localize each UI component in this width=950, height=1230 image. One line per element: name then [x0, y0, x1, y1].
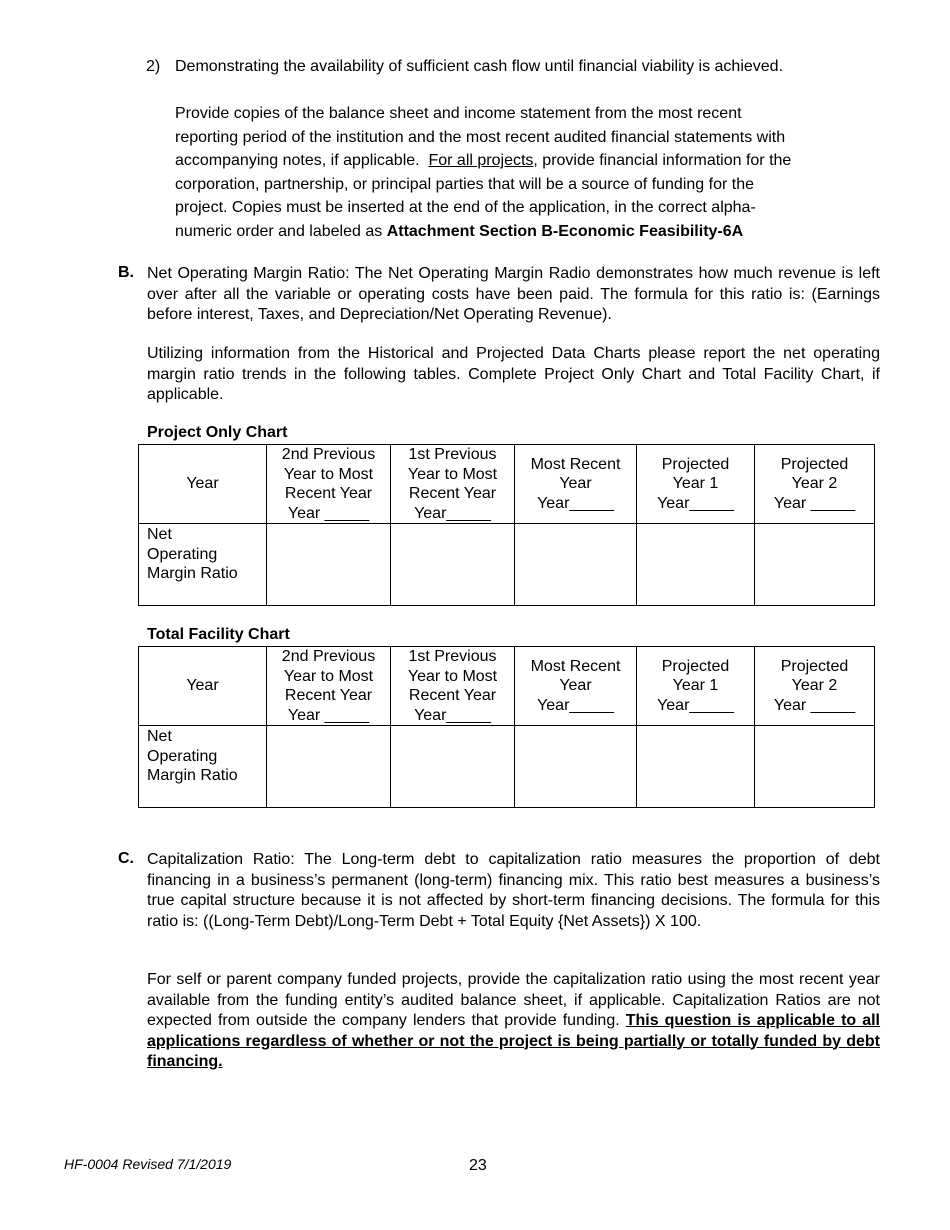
header-1st-previous-year: 1st Previous Year to Most Recent Year Year_____	[391, 445, 515, 524]
item-2-paragraph	[175, 102, 895, 243]
section-c-paragraph-2	[147, 970, 880, 1073]
value-cell-projected-2[interactable]	[755, 726, 875, 808]
header-projected-year-2: Projected Year 2 Year _____	[755, 647, 875, 726]
header-year: Year	[139, 445, 267, 524]
value-cell-2nd-previous[interactable]	[267, 726, 391, 808]
chart-header-row	[139, 647, 875, 726]
for-all-projects-emphasis: For all projects	[428, 152, 534, 169]
value-cell-projected-1[interactable]	[637, 524, 755, 606]
chart-header-row	[139, 445, 875, 524]
item-2-line: Provide copies of the balance sheet and income statement from the most recent	[175, 105, 742, 122]
section-c-applicability-note: This question is applicable to all applications regardless of whether or not the project is being partially or totally funded by debt financing.	[147, 1012, 881, 1070]
item-2-line: project. Copies must be inserted at the end of the application, in the correct alpha-	[175, 199, 756, 216]
item-2-line: reporting period of the institution and the most recent audited financial statements with	[175, 128, 786, 146]
header-most-recent-year: Most Recent Year Year_____	[515, 445, 637, 524]
header-projected-year-1: Projected Year 1 Year_____	[637, 445, 755, 524]
value-cell-2nd-previous[interactable]	[267, 524, 391, 606]
section-c-paragraph-1: Capitalization Ratio: The Long-term debt to capitalization ratio measures the proportion of debt financing in a business’s permanent (long-term) financing mix. This ratio best measures a business’s true capital structure because it is not affected by short-term financing decisions. The formula for this ratio is: ((Long-Term Debt)/Long-Term Debt + Total Equity {Net Assets}) X 100.	[147, 851, 880, 930]
form-revision-label: HF-0004 Revised 7/1/2019	[64, 1156, 232, 1172]
attachment-label: Attachment Section B-Economic Feasibility-6A	[386, 222, 744, 240]
item-2-line3-start: accompanying notes, if applicable.	[175, 152, 429, 169]
header-2nd-previous-year: 2nd Previous Year to Most Recent Year Year _____	[267, 445, 391, 524]
header-2nd-previous-year: 2nd Previous Year to Most Recent Year Year _____	[267, 647, 391, 726]
item-2-number: 2)	[146, 58, 161, 75]
header-most-recent-year: Most Recent Year Year_____	[515, 647, 637, 726]
item-2-line	[175, 220, 895, 244]
section-b-paragraph-1: Net Operating Margin Ratio: The Net Operating Margin Radio demonstrates how much revenue is left over after all the variable or operating costs have been paid. The formula for this ratio is: (Earnings before interest, Taxes, and Depreciation/Net Operating Revenue).	[147, 265, 880, 323]
table-row	[139, 726, 875, 808]
item-2-text: Demonstrating the availability of sufficient cash flow until financial viability is achieved.	[175, 58, 784, 75]
item-2-line6-start: numeric order and labeled as	[175, 222, 387, 240]
section-b-paragraph-2: Utilizing information from the Historical and Projected Data Charts please report the net operating margin ratio trends in the following tables. Complete Project Only Chart and Total Facility Chart, if applicable.	[147, 345, 880, 403]
total-facility-chart-title: Total Facility Chart	[147, 626, 290, 643]
section-b-letter: B.	[118, 264, 134, 281]
value-cell-most-recent[interactable]	[515, 726, 637, 808]
project-only-chart	[138, 444, 875, 606]
section-c-paragraph-2-text: For self or parent company funded projects, provide the capitalization ratio using the most recent year available from the funding entity’s audited balance sheet, if applicable. Capitalization Ratios are not expected from outside the company lenders that provide funding.	[147, 971, 880, 1029]
item-2-line: corporation, partnership, or principal parties that will be a source of funding for the	[175, 175, 754, 193]
header-projected-year-2: Projected Year 2 Year _____	[755, 445, 875, 524]
project-only-chart-title: Project Only Chart	[147, 424, 288, 441]
header-projected-year-1: Projected Year 1 Year_____	[637, 647, 755, 726]
item-2-line3-end: , provide financial information for the	[533, 152, 792, 169]
value-cell-1st-previous[interactable]	[391, 726, 515, 808]
row-label-net-operating-margin-ratio: Net Operating Margin Ratio	[139, 726, 267, 808]
total-facility-chart	[138, 646, 875, 808]
value-cell-projected-1[interactable]	[637, 726, 755, 808]
header-1st-previous-year: 1st Previous Year to Most Recent Year Year_____	[391, 647, 515, 726]
table-row	[139, 524, 875, 606]
item-2-line	[175, 149, 895, 173]
page-number: 23	[469, 1157, 487, 1174]
header-year: Year	[139, 647, 267, 726]
value-cell-most-recent[interactable]	[515, 524, 637, 606]
row-label-net-operating-margin-ratio: Net Operating Margin Ratio	[139, 524, 267, 606]
section-c-letter: C.	[118, 850, 134, 867]
value-cell-projected-2[interactable]	[755, 524, 875, 606]
value-cell-1st-previous[interactable]	[391, 524, 515, 606]
